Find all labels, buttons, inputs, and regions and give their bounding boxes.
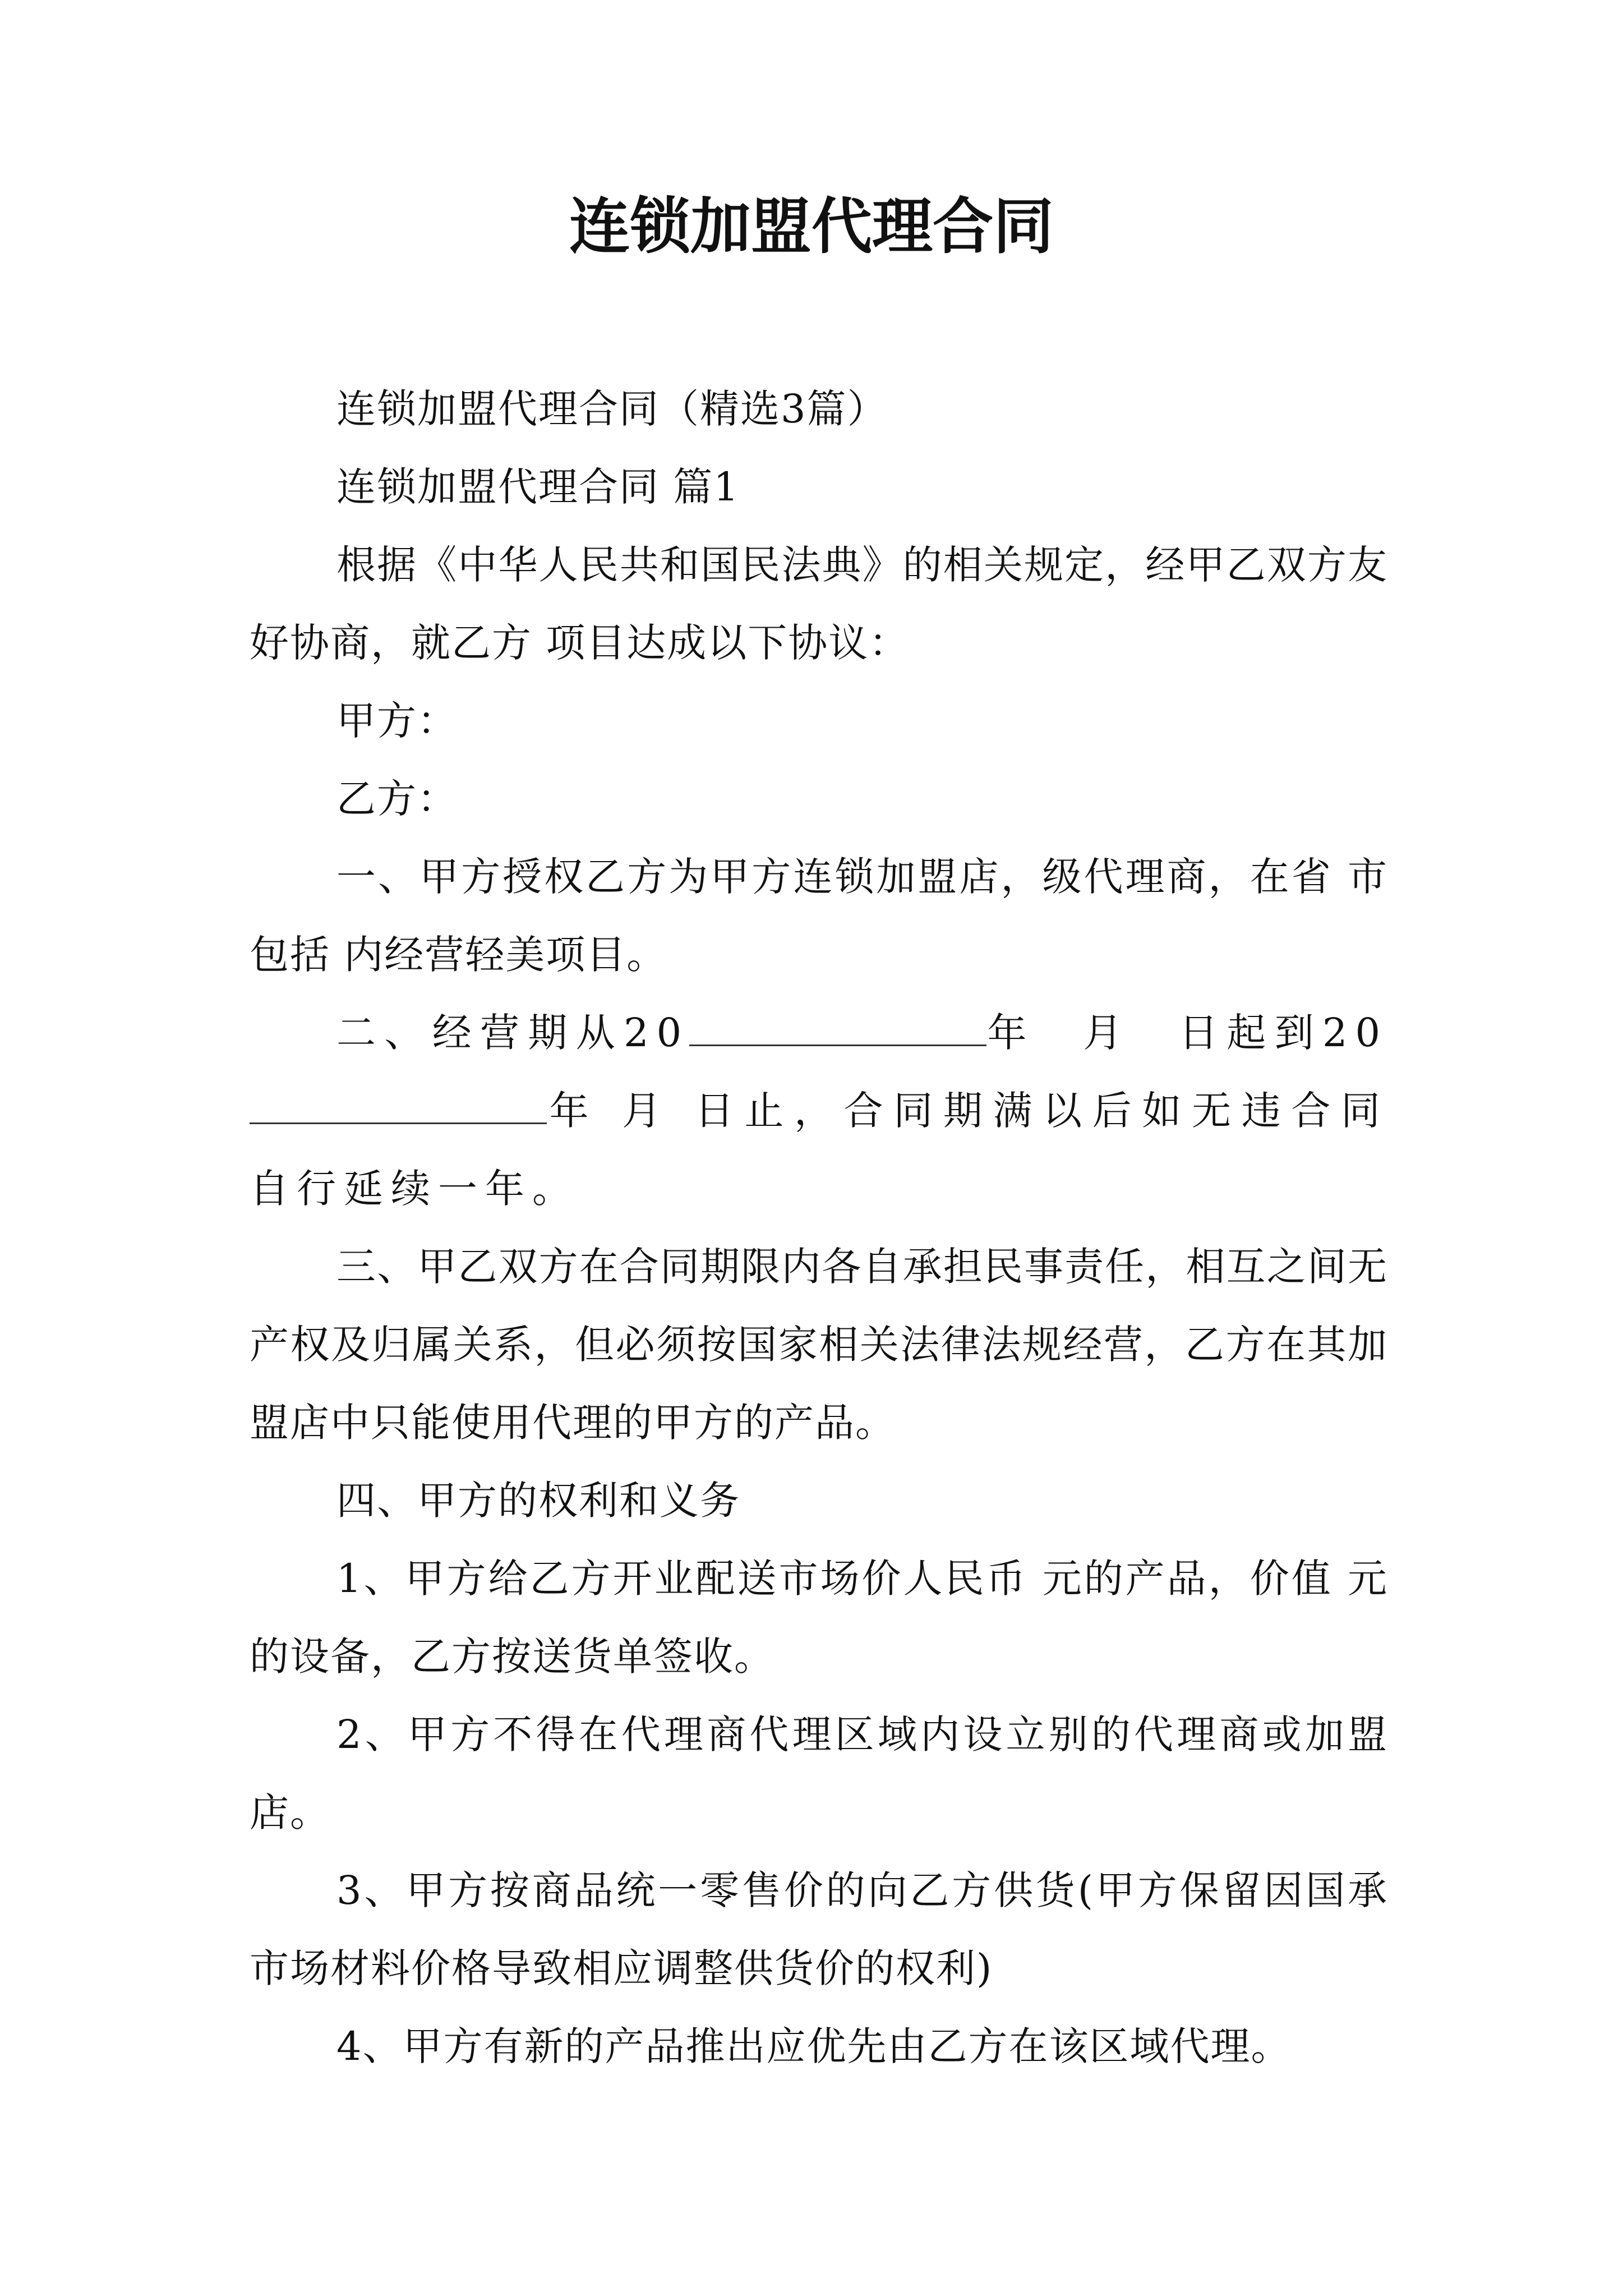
party-b-line: 乙方： — [336, 776, 458, 822]
document-subtitle: 连锁加盟代理合同（精选3篇） — [336, 386, 888, 432]
clause-3: 三、甲乙双方在合同期限内各自承担民事责任，相互之间无产权及归属关系，但必须按国家相关法律法规经营，乙方在其加盟店中只能使用代理的甲方的产品。 — [250, 1244, 1388, 1446]
clause-4-heading: 四、甲方的权利和义务 — [336, 1478, 740, 1524]
list-item: 4、甲方有新的产品推出应优先由乙方在该区域代理。 — [336, 2023, 1292, 2069]
clause-2-start-year-blank — [689, 1013, 986, 1046]
clause-1: 一、甲方授权乙方为甲方连锁加盟店，级代理商，在省 市包括 内经营轻美项目。 — [250, 854, 1388, 978]
list-item: 3、甲方按商品统一零售价的向乙方供货(甲方保留因国承市场材料价格导致相应调整供货价的权利) — [250, 1867, 1388, 1991]
section-heading: 连锁加盟代理合同 篇1 — [336, 464, 740, 510]
clause-2-part-1: 二、经营期从20 — [336, 1010, 690, 1056]
clause-2-part-2: 年 月 日起到20 — [986, 1010, 1388, 1056]
clause-2-end-year-blank — [250, 1091, 547, 1124]
list-item: 2、甲方不得在代理商代理区域内设立别的代理商或加盟店。 — [250, 1711, 1388, 1835]
clause-2 — [250, 994, 1388, 1228]
clause-2-part-3: 年 月 日止，合同期满以后如无违合同自行延续一年。 — [250, 1088, 1388, 1212]
party-a-line: 甲方： — [336, 698, 458, 744]
document-body — [250, 370, 1388, 2086]
document-title: 连锁加盟代理合同 — [569, 191, 1054, 262]
intro-paragraph: 根据《中华人民共和国民法典》的相关规定，经甲乙双方友好协商，就乙方 项目达成以下协议： — [250, 542, 1388, 666]
list-item: 1、甲方给乙方开业配送市场价人民币 元的产品，价值 元的设备，乙方按送货单签收。 — [250, 1556, 1388, 1680]
